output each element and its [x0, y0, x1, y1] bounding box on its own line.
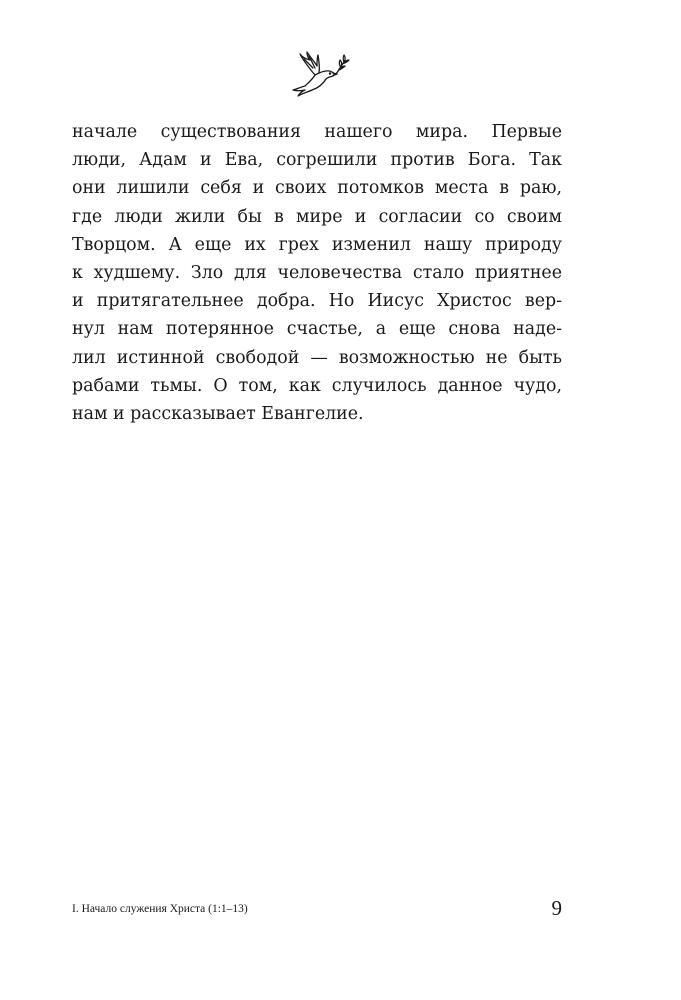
- page-number: 9: [551, 896, 562, 920]
- text-line: нул нам потерянное счастье, а еще снова наде-: [72, 319, 562, 340]
- running-footer-title: I. Начало служения Христа (1:1–13): [72, 903, 248, 915]
- dove-icon: [288, 49, 350, 101]
- text-line: начале существования нашего мира. Первые: [72, 122, 562, 142]
- text-line: где люди жили бы в мире и согласии со своим: [72, 206, 562, 227]
- text-line: рабами тьмы. О том, как случилось данное чудо,: [72, 375, 562, 396]
- text-line: к худшему. Зло для человечества стало приятнее: [72, 262, 562, 283]
- text-line: и притягательнее добра. Но Иисус Христос вер-: [72, 291, 562, 312]
- body-text: [72, 118, 562, 428]
- text-line: нам и рассказывает Евангелие.: [72, 403, 364, 424]
- text-line: лил истинной свободой — возможностью не быть: [72, 347, 562, 368]
- text-line: они лишили себя и своих потомков места в раю,: [72, 178, 562, 199]
- text-line: Творцом. А еще их грех изменил нашу природу: [72, 234, 562, 255]
- text-line: люди, Адам и Ева, согрешили против Бога. Так: [72, 150, 562, 171]
